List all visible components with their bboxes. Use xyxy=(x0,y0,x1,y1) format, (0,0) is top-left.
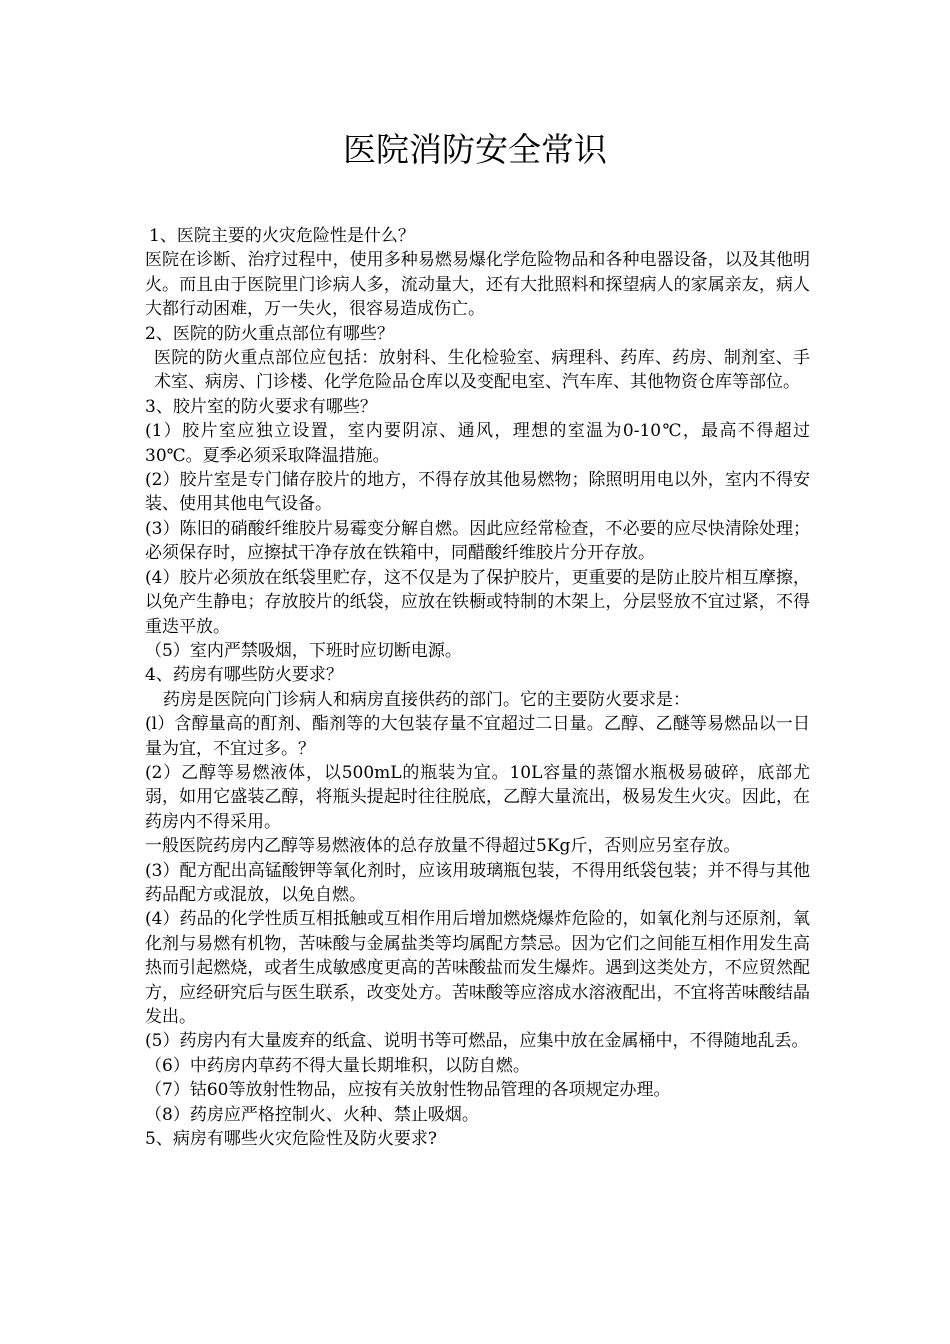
question-heading-4: 4、药房有哪些防火要求？ xyxy=(145,665,343,686)
list-item: （8）药房应严格控制火、火种、禁止吸烟。 xyxy=(145,1104,479,1125)
question-heading-5: 5、病房有哪些火灾危险性及防火要求? xyxy=(145,1129,437,1150)
list-item: (2）胶片室是专门储存胶片的地方，不得存放其他易燃物；除照明用电以外，室内不得安装、使用其他电气设备。 xyxy=(145,470,810,515)
question-heading-1: 1、医院主要的火灾危险性是什么？ xyxy=(149,226,415,246)
answer-paragraph-1: 医院在诊断、治疗过程中，使用多种易燃易爆化学危险物品和各种电器设备，以及其他明火。而且由于医院里门诊病人多，流动量大，还有大批照料和探望病人的家属亲友，病人大都行动困难，万一失火，很容易造成伤亡。 xyxy=(145,250,810,320)
document-title: 医院消防安全常识 xyxy=(343,130,607,169)
answer-intro-4: 药房是医院向门诊病人和病房直接供药的部门。它的主要防火要求是： xyxy=(163,689,690,710)
list-item: (2）乙醇等易燃液体，以500mL的瓶装为宜。10L容量的蒸馏水瓶极易破碎，底部尤弱，如用它盛装乙醇，将瓶头提起时往往脱底，乙醇大量流出，极易发生火灾。因此，在药房内不得采用。 xyxy=(145,762,810,832)
body-paragraph: 一般医院药房内乙醇等易燃液体的总存放量不得超过5Kg斤，否则应另室存放。 xyxy=(145,836,741,857)
list-item: (l）含醇量高的酊剂、酯剂等的大包装存量不宜超过二日量。乙醇、乙醚等易燃品以一日量为宜，不宜过多。？ xyxy=(145,714,810,759)
list-item: (4）胶片必须放在纸袋里贮存，这不仅是为了保护胶片，更重要的是防止胶片相互摩擦，以免产生静电；存放胶片的纸袋，应放在铁橱或特制的木架上，分层竖放不宜过紧，不得重迭平放。 xyxy=(145,567,810,637)
list-item: (1）胶片室应独立设置，室内要阴凉、通风，理想的室温为0-10℃，最高不得超过30℃。夏季必须采取降温措施。 xyxy=(145,421,810,466)
question-heading-3: 3、胶片室的防火要求有哪些？ xyxy=(145,396,377,417)
list-item: (4）药品的化学性质互相抵触或互相作用后增加燃烧爆炸危险的，如氧化剂与还原剂，氧化剂与易燃有机物，苦味酸与金属盐类等均属配方禁忌。因为它们之间能互相作用发生高热而引起燃烧，或者生成敏感度更高的苦味酸盐而发生爆炸。遇到这类处方，不应贸然配方，应经研究后与医生联系，改变处方。苦味酸等应溶成水溶液配出，不宜将苦味酸结晶发出。 xyxy=(145,909,810,1027)
list-item: （7）钴60等放射性物品，应按有关放射性物品管理的各项规定办理。 xyxy=(145,1080,671,1101)
list-item: (5）药房内有大量废弃的纸盒、说明书等可燃品，应集中放在金属桶中，不得随地乱丢。 xyxy=(145,1031,809,1052)
document-body xyxy=(145,224,810,1151)
list-item: （6）中药房内草药不得大量长期堆积，以防自燃。 xyxy=(145,1055,530,1076)
list-item: (3）陈旧的硝酸纤维胶片易霉变分解自燃。因此应经常检查，不必要的应尽快清除处理；必须保存时，应擦拭干净存放在铁箱中，同醋酸纤维胶片分开存放。 xyxy=(145,518,810,564)
list-item: (3）配方配出高锰酸钾等氧化剂时，应该用玻璃瓶包装，不得用纸袋包装；并不得与其他药品配方或混放，以免自燃。 xyxy=(145,860,810,905)
list-item: （5）室内严禁吸烟，下班时应切断电源。 xyxy=(145,640,462,661)
question-heading-2: 2、医院的防火重点部位有哪些？ xyxy=(145,323,394,344)
answer-paragraph-2: 医院的防火重点部位应包括：放射科、生化检验室、病理科、药库、药房、制剂室、手术室、病房、门诊楼、化学危险品仓库以及变配电室、汽车库、其他物资仓库等部位。 xyxy=(154,348,810,393)
